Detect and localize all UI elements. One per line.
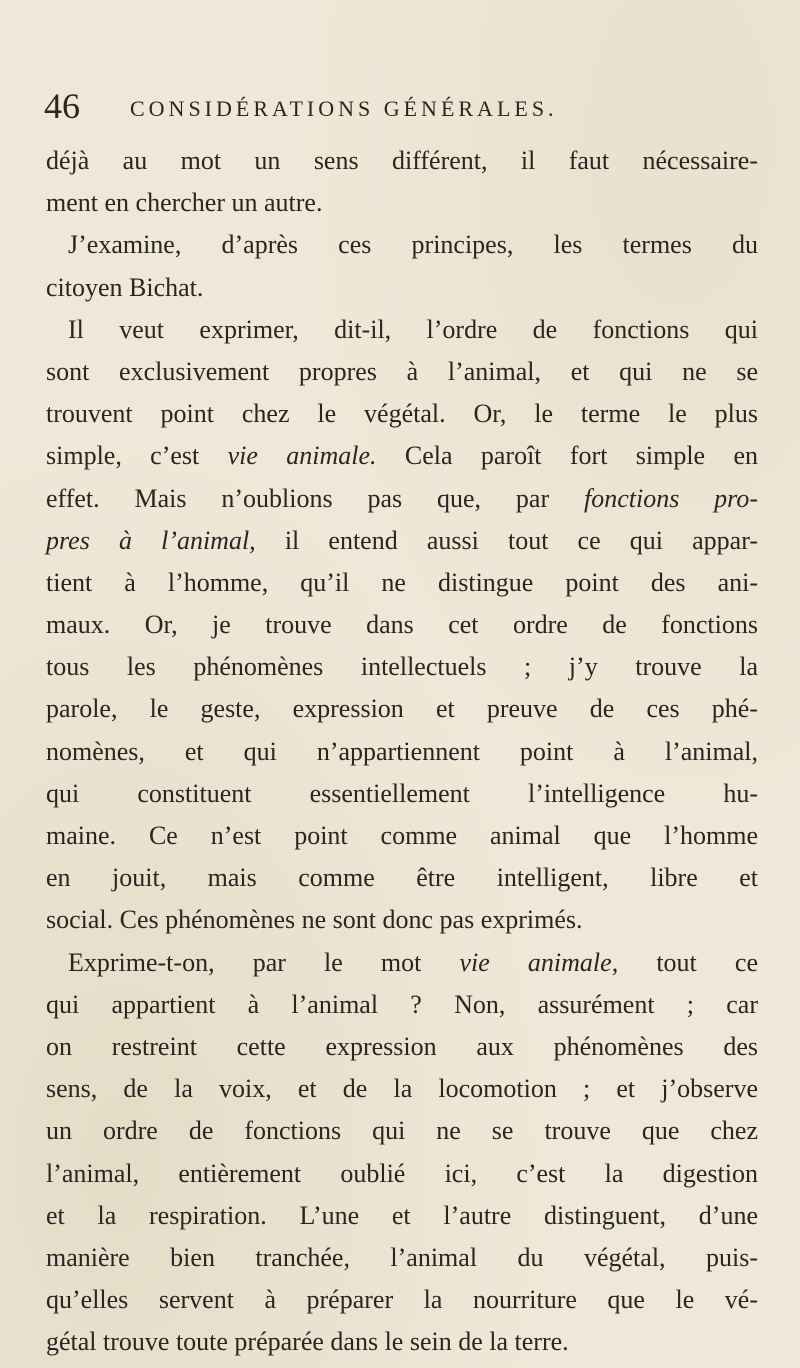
text-segment: simple, c’est	[46, 441, 228, 471]
text-line	[46, 435, 758, 477]
text-line: tous les phénomènes intellectuels ; j’y trouve la	[46, 652, 758, 682]
text-line: J’examine, d’après ces principes, les termes du	[68, 230, 758, 260]
text-line	[46, 478, 758, 520]
italic-term: fonctions pro-	[583, 483, 758, 513]
text-segment: Exprime-t-on, par le mot	[68, 947, 460, 977]
text-line: ment en chercher un autre.	[46, 188, 323, 218]
page-number: 46	[44, 86, 80, 126]
running-head: CONSIDÉRATIONS GÉNÉRALES.	[130, 96, 558, 121]
page-header	[44, 86, 744, 126]
text-segment: effet. Mais n’oublions pas que, par	[46, 483, 584, 513]
text-line: gétal trouve toute préparée dans le sein de la terre.	[46, 1327, 569, 1357]
text-line: Il veut exprimer, dit-il, l’ordre de fonctions qui	[68, 314, 758, 344]
text-line	[46, 520, 758, 562]
text-line: citoyen Bichat.	[46, 272, 204, 302]
body-text	[46, 140, 758, 1363]
text-segment: Cela paroît fort simple en	[376, 441, 758, 471]
text-line: maine. Ce n’est point comme animal que l’homme	[46, 821, 758, 850]
text-line: on restreint cette expression aux phénomènes des	[46, 1031, 758, 1061]
text-line: qu’elles servent à préparer la nourriture que le vé-	[46, 1285, 758, 1315]
text-line: en jouit, mais comme être intelligent, libre et	[46, 863, 758, 893]
text-line: maux. Or, je trouve dans cet ordre de fonctions	[46, 610, 758, 640]
text-line: nomènes, et qui n’appartiennent point à l’animal,	[46, 736, 758, 766]
text-line: l’animal, entièrement oublié ici, c’est la digestion	[46, 1158, 758, 1188]
text-line: social. Ces phénomènes ne sont donc pas exprimés.	[46, 905, 583, 935]
text-line: et la respiration. L’une et l’autre distinguent, d’une	[46, 1200, 758, 1230]
text-line: parole, le geste, expression et preuve de ces phé-	[46, 694, 758, 724]
text-line: trouvent point chez le végétal. Or, le terme le plus	[46, 399, 758, 429]
text-line: déjà au mot un sens différent, il faut nécessaire-	[46, 146, 758, 175]
text-line: sens, de la voix, et de la locomotion ; et j’observe	[46, 1074, 758, 1104]
text-line: un ordre de fonctions qui ne se trouve que chez	[46, 1116, 758, 1146]
italic-term: pres à l’animal,	[46, 525, 256, 555]
italic-term: vie animale,	[459, 947, 619, 977]
text-line: qui appartient à l’animal ? Non, assurément ; car	[46, 989, 758, 1019]
text-line	[46, 942, 758, 984]
text-segment: il entend aussi tout ce qui appar-	[255, 525, 758, 555]
italic-term: vie animale.	[227, 441, 377, 471]
text-line: manière bien tranchée, l’animal du végétal, puis-	[46, 1242, 758, 1272]
text-segment: tout ce	[618, 947, 758, 977]
text-line: qui constituent essentiellement l’intelligence hu-	[46, 778, 758, 808]
text-line: sont exclusivement propres à l’animal, et qui ne se	[46, 356, 758, 386]
text-line: tient à l’homme, qu’il ne distingue point des ani-	[46, 567, 758, 597]
